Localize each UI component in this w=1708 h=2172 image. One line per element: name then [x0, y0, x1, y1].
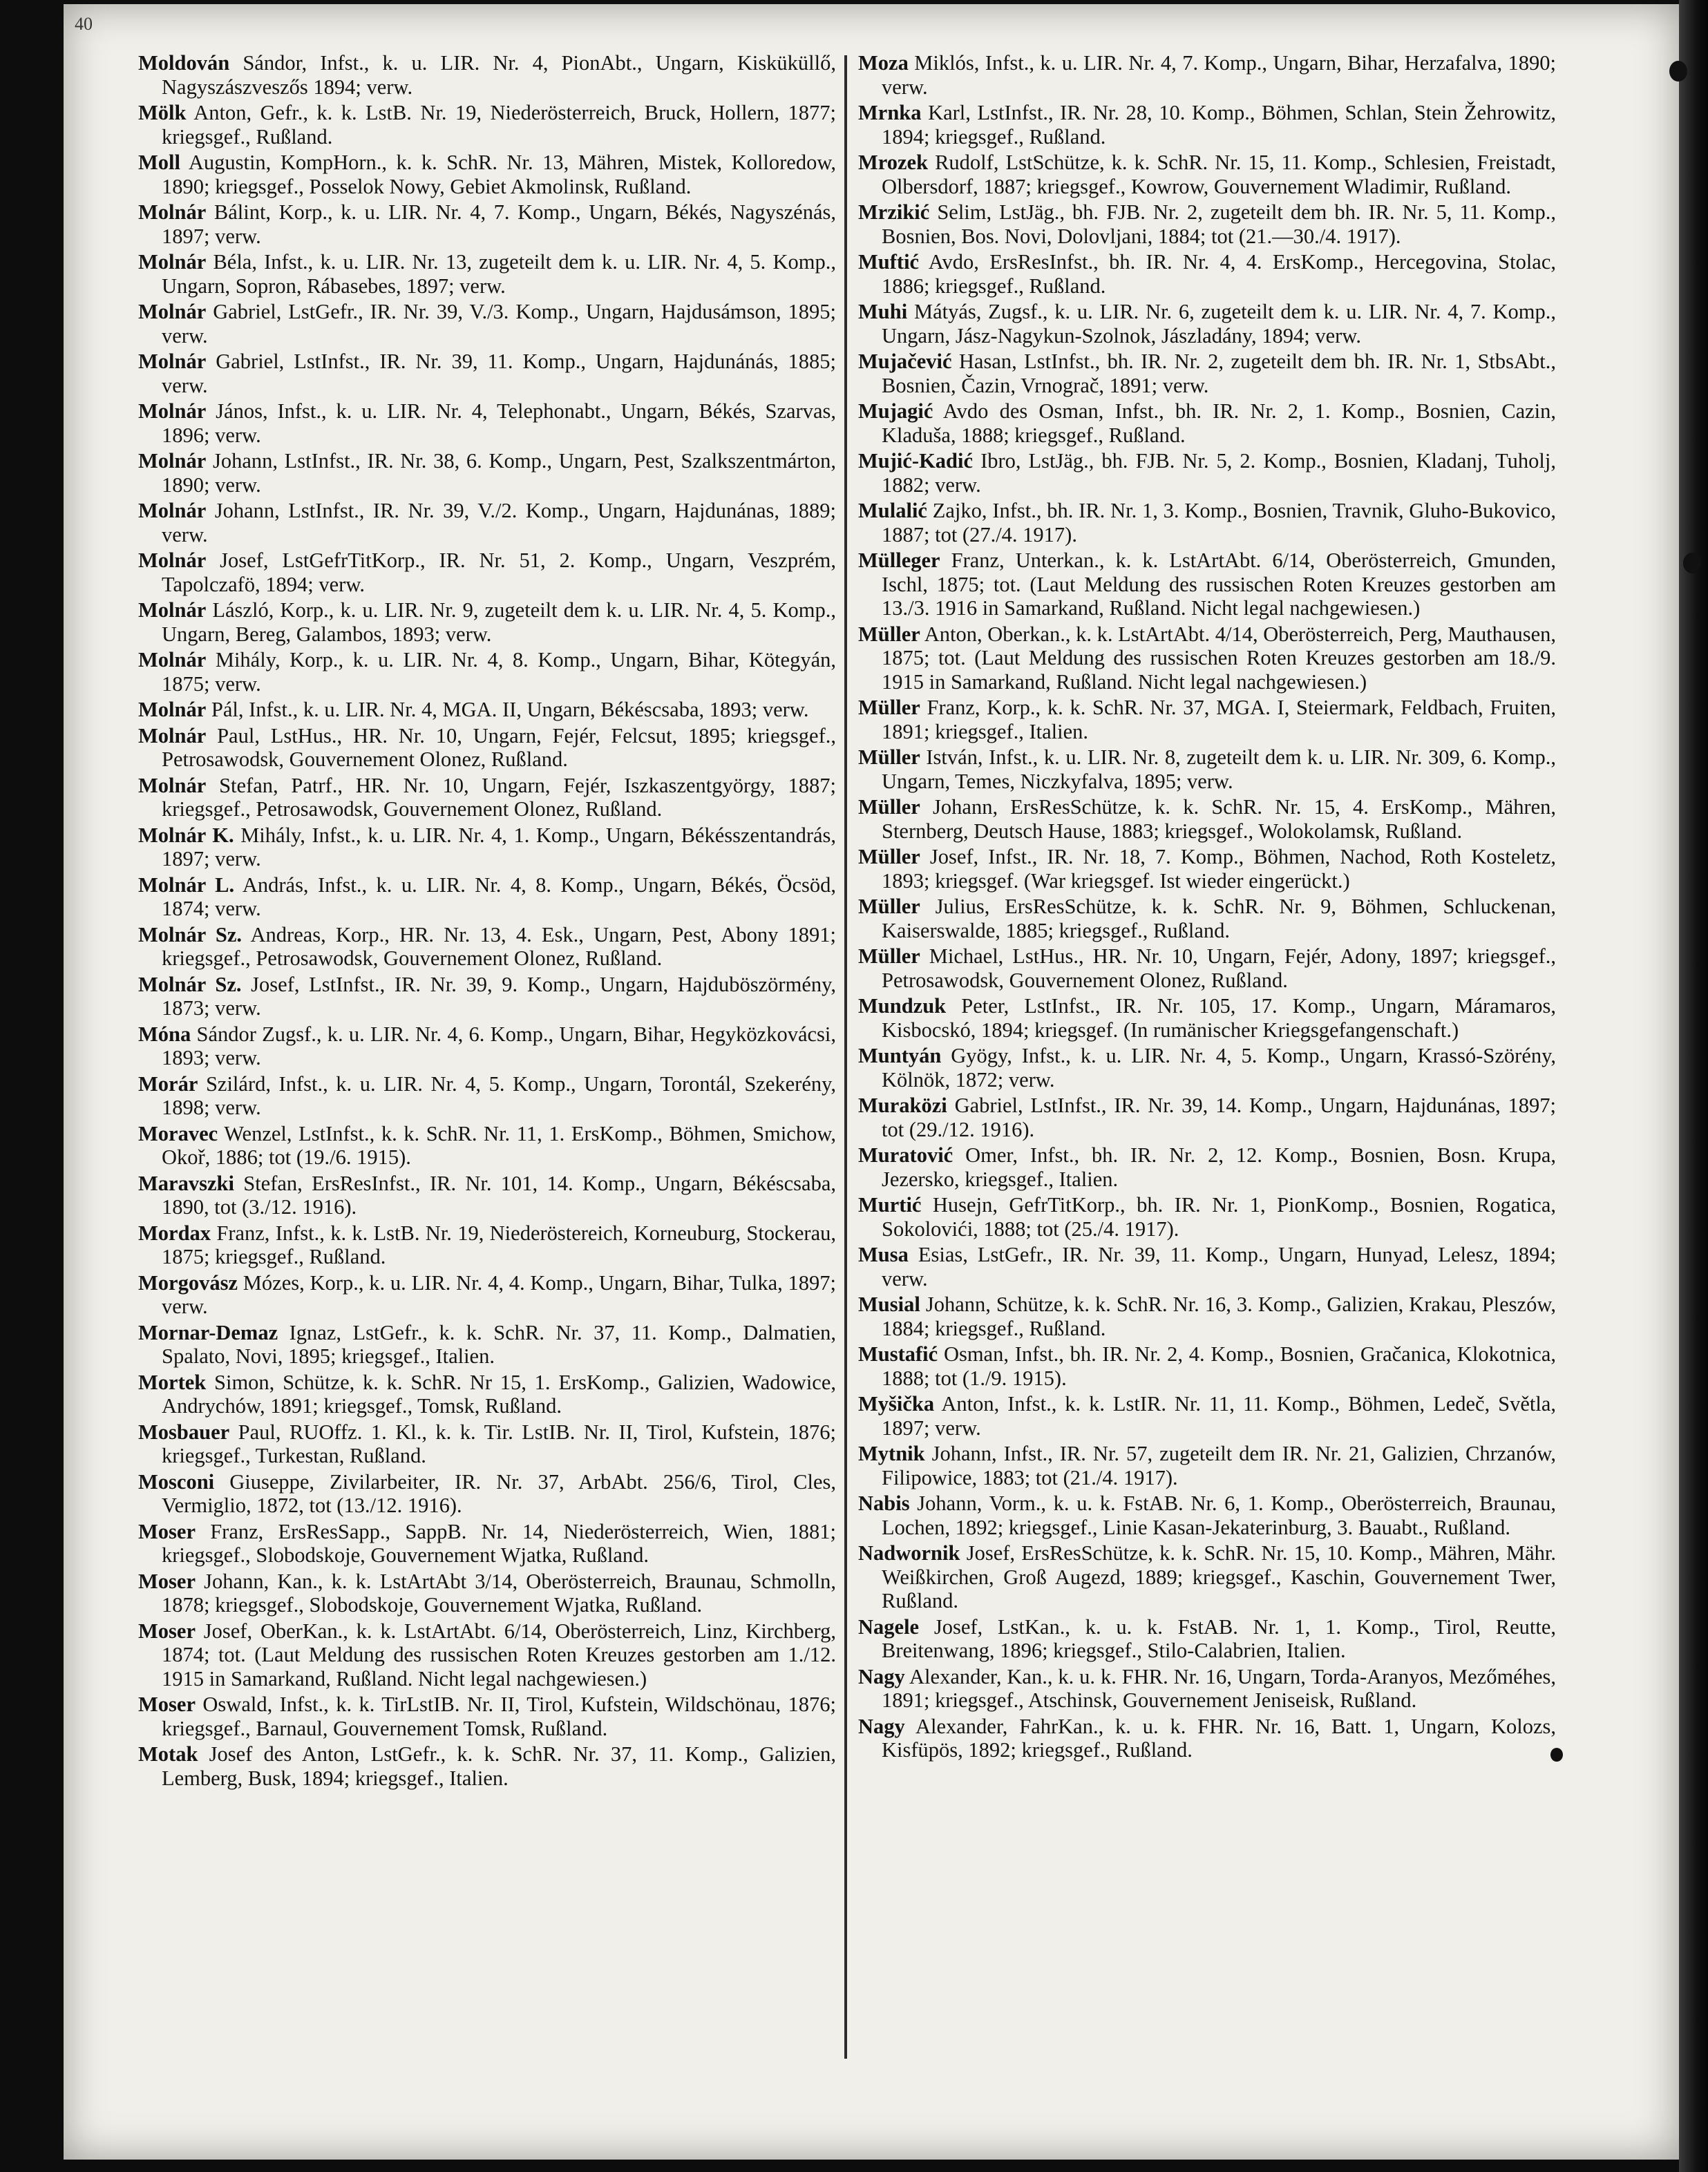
list-item: [858, 1044, 1556, 1092]
entry-details: Osman, Infst., bh. IR. Nr. 2, 4. Komp., Bosnien, Gračanica, Klokotnica, 1888; tot (1./9. 1915).: [882, 1342, 1556, 1390]
entry-surname: Morgovász: [138, 1270, 238, 1295]
list-item: [138, 1271, 836, 1319]
entry-surname: Moldován: [138, 51, 230, 75]
entry-details: Gabriel, LstInfst., IR. Nr. 39, 11. Komp., Ungarn, Hajdunánás, 1885; verw.: [162, 350, 836, 397]
list-item: [858, 1665, 1556, 1713]
entry-details: Hasan, LstInfst., bh. IR. Nr. 2, zugeteilt dem bh. IR. Nr. 1, StbsAbt., Bosnien, Čazin, Vrnograč, 1891; verw.: [882, 350, 1556, 397]
entry-details: Anton, Gefr., k. k. LstB. Nr. 19, Niederösterreich, Bruck, Hollern, 1877; kriegsgef., Rußland.: [162, 101, 836, 149]
entry-details: Stefan, ErsResInfst., IR. Nr. 101, 14. Komp., Ungarn, Békéscsaba, 1890, tot (3./12. 1916).: [162, 1171, 836, 1219]
entry-surname: Müller: [858, 895, 920, 918]
entry-surname: Molnár: [138, 399, 207, 423]
entry-details: Andreas, Korp., HR. Nr. 13, 4. Esk., Ungarn, Pest, Abony 1891; kriegsgef., Petrosawodsk, Gouvernement Olonez, Rußland.: [162, 922, 836, 970]
list-item: [858, 895, 1556, 942]
entry-details: Johann, Vorm., k. u. k. FstAB. Nr. 6, 1. Komp., Oberösterreich, Braunau, Lochen, 1892; kriegsgef., Linie Kasan-Jekaterinburg, 3. Bauabt., Rußland.: [882, 1492, 1556, 1539]
entry-details: Franz, Korp., k. k. SchR. Nr. 37, MGA. I, Steiermark, Feldbach, Fruiten, 1891; kriegsgef., Italien.: [882, 696, 1556, 743]
entry-details: Paul, LstHus., HR. Nr. 10, Ungarn, Fejér, Felcsut, 1895; kriegsgef., Petrosawodsk, Gouvernement Olonez, Rußland.: [162, 723, 836, 771]
list-item: [858, 1392, 1556, 1440]
entry-details: Anton, Infst., k. k. LstIR. Nr. 11, 11. Komp., Böhmen, Ledeč, Světla, 1897; verw.: [882, 1392, 1556, 1440]
list-item: [858, 449, 1556, 497]
binding-hole: [1683, 553, 1701, 573]
list-item: [138, 698, 836, 722]
list-item: [858, 300, 1556, 347]
entry-surname: Móna: [138, 1022, 191, 1046]
list-item: [138, 1619, 836, 1691]
entry-surname: Muhi: [858, 300, 908, 323]
list-item: [858, 1715, 1556, 1762]
entry-surname: Myšička: [858, 1392, 935, 1416]
entry-details: Gabriel, LstInfst., IR. Nr. 39, 14. Komp., Ungarn, Hajdunánas, 1897; tot (29./12. 1916).: [882, 1094, 1556, 1141]
list-item: [858, 845, 1556, 893]
list-item: [858, 745, 1556, 793]
column-divider: [844, 55, 847, 2059]
entry-surname: Molnár: [138, 598, 207, 622]
entry-surname: Nadwornik: [858, 1541, 960, 1565]
list-item: [858, 1541, 1556, 1613]
list-item: [138, 200, 836, 248]
entry-surname: Molnár: [138, 449, 207, 473]
entry-details: András, Infst., k. u. LIR. Nr. 4, 8. Komp., Ungarn, Békés, Öcsöd, 1874; verw.: [162, 873, 836, 920]
entry-surname: Mülleger: [858, 549, 940, 572]
entry-surname: Mrzikić: [858, 200, 930, 224]
entry-details: Josef, LstKan., k. u. k. FstAB. Nr. 1, 1. Komp., Tirol, Reutte, Breitenwang, 1896; kriegsgef., Stilo-Calabrien, Italien.: [882, 1614, 1556, 1662]
entry-surname: Muftić: [858, 250, 920, 274]
list-item: [138, 549, 836, 596]
list-item: [858, 200, 1556, 248]
entry-details: Sándor, Infst., k. u. LIR. Nr. 4, PionAbt., Ungarn, Kisküküllő, Nagyszászveszős 1894; verw.: [162, 51, 836, 99]
list-item: [858, 51, 1556, 99]
entry-details: Johann, ErsResSchütze, k. k. SchR. Nr. 15, 4. ErsKomp., Mähren, Sternberg, Deutsch Hause, 1883; kriegsgef., Wolokolamsk, Rußland.: [882, 795, 1556, 843]
list-item: [138, 300, 836, 347]
entry-details: Gabriel, LstGefr., IR. Nr. 39, V./3. Komp., Ungarn, Hajdusámson, 1895; verw.: [162, 300, 836, 347]
list-item: [858, 151, 1556, 198]
list-item: [858, 1615, 1556, 1663]
entry-surname: Moser: [138, 1519, 196, 1543]
list-item: [858, 350, 1556, 397]
entry-details: Selim, LstJäg., bh. FJB. Nr. 2, zugeteilt dem bh. IR. Nr. 5, 11. Komp., Bosnien, Bos. Novi, Dolovljani, 1884; tot (21.—30./4. 1917).: [882, 200, 1556, 248]
list-item: [858, 1293, 1556, 1340]
left-column: [138, 51, 836, 2096]
entry-details: Alexander, Kan., k. u. k. FHR. Nr. 16, Ungarn, Torda-Aranyos, Mezőméhes, 1891; kriegsgef., Atschinsk, Gouvernement Jeniseisk, Rußland.: [882, 1664, 1556, 1712]
list-item: [138, 648, 836, 696]
list-item: [138, 1221, 836, 1269]
list-item: [138, 250, 836, 298]
entry-details: Johann, Schütze, k. k. SchR. Nr. 16, 3. Komp., Galizien, Krakau, Pleszów, 1884; kriegsgef., Rußland.: [882, 1293, 1556, 1340]
list-item: [138, 1570, 836, 1617]
page-number: 40: [75, 14, 93, 34]
list-item: [138, 151, 836, 198]
entry-surname: Müller: [858, 795, 920, 819]
entry-surname: Mordax: [138, 1221, 211, 1245]
entry-surname: Molnár: [138, 350, 207, 373]
list-item: [858, 1193, 1556, 1241]
list-item: [858, 549, 1556, 620]
entry-surname: Motak: [138, 1742, 198, 1766]
entry-details: Josef, OberKan., k. k. LstArtAbt. 6/14, Oberösterreich, Linz, Kirchberg, 1874; tot. (Laut Meldung des russischen Roten Kreuzes gestorben am 1./12. 1915 in Samarkand, Rußland. Nicht legal nachgewiesen.): [162, 1619, 836, 1690]
entry-surname: Moza: [858, 51, 909, 75]
entry-surname: Molnár: [138, 698, 207, 721]
entry-details: Avdo, ErsResInfst., bh. IR. Nr. 4, 4. ErsKomp., Hercegovina, Stolac, 1886; kriegsgef., Rußland.: [882, 250, 1556, 298]
entry-details: Johann, Kan., k. k. LstArtAbt 3/14, Oberösterreich, Braunau, Schmolln, 1878; kriegsgef., Slobodskoje, Gouvernement Wjatka, Rußland.: [162, 1569, 836, 1617]
entry-surname: Molnár: [138, 200, 207, 224]
entry-surname: Mujačević: [858, 350, 952, 373]
list-item: [138, 973, 836, 1020]
entry-details: Josef, LstGefrTitKorp., IR. Nr. 51, 2. Komp., Ungarn, Veszprém, Tapolczafö, 1894; verw.: [162, 549, 836, 596]
entry-details: Johann, LstInfst., IR. Nr. 38, 6. Komp., Ungarn, Pest, Szalkszentmárton, 1890; verw.: [162, 449, 836, 497]
entry-surname: Mujić-Kadić: [858, 449, 974, 473]
entry-details: Franz, ErsResSapp., SappB. Nr. 14, Niederösterreich, Wien, 1881; kriegsgef., Slobodskoje, Gouvernement Wjatka, Rußland.: [162, 1519, 836, 1567]
scan-edge: [1679, 0, 1708, 2172]
entry-surname: Mundzuk: [858, 994, 947, 1018]
list-item: [858, 622, 1556, 694]
entry-surname: Nagy: [858, 1714, 905, 1738]
list-item: [858, 399, 1556, 447]
entry-details: Omer, Infst., bh. IR. Nr. 2, 12. Komp., Bosnien, Bosn. Krupa, Jezersko, kriegsgef., Italien.: [882, 1143, 1556, 1191]
entry-surname: Müller: [858, 944, 920, 968]
entry-details: Avdo des Osman, Infst., bh. IR. Nr. 2, 1. Komp., Bosnien, Cazin, Kladuša, 1888; kriegsgef., Rußland.: [882, 399, 1556, 447]
entry-details: Mózes, Korp., k. u. LIR. Nr. 4, 4. Komp., Ungarn, Bihar, Tulka, 1897; verw.: [162, 1270, 836, 1318]
list-item: [138, 1321, 836, 1369]
entry-details: Karl, LstInfst., IR. Nr. 28, 10. Komp., Böhmen, Schlan, Stein Žehrowitz, 1894; kriegsgef., Rußland.: [882, 101, 1556, 149]
list-item: [858, 1342, 1556, 1390]
entry-details: Ibro, LstJäg., bh. FJB. Nr. 5, 2. Komp., Bosnien, Kladanj, Tuholj, 1882; verw.: [882, 449, 1556, 497]
entry-surname: Musa: [858, 1243, 909, 1266]
list-item: [858, 795, 1556, 843]
entry-surname: Mulalić: [858, 499, 927, 522]
entry-details: Miklós, Infst., k. u. LIR. Nr. 4, 7. Komp., Ungarn, Bihar, Herzafalva, 1890; verw.: [882, 51, 1556, 99]
entry-details: Wenzel, LstInfst., k. k. SchR. Nr. 11, 1. ErsKomp., Böhmen, Smichow, Okoř, 1886; tot (19./6. 1915).: [162, 1121, 836, 1169]
entry-surname: Molnár: [138, 499, 207, 522]
entry-surname: Muratović: [858, 1143, 953, 1167]
list-item: [138, 449, 836, 497]
list-item: [138, 774, 836, 821]
entry-surname: Molnár Sz.: [138, 972, 242, 996]
entry-details: Peter, LstInfst., IR. Nr. 105, 17. Komp., Ungarn, Máramaros, Kisbocskó, 1894; kriegsgef. (In rumänischer Kriegsgefangenschaft.): [882, 994, 1556, 1042]
entry-details: Josef, Infst., IR. Nr. 18, 7. Komp., Böhmen, Nachod, Roth Kosteletz, 1893; kriegsgef. (War kriegsgef. Ist wieder eingerückt.): [882, 845, 1556, 893]
list-item: [858, 944, 1556, 992]
entry-surname: Mortek: [138, 1370, 207, 1394]
list-item: [138, 1072, 836, 1120]
list-item: [858, 1094, 1556, 1141]
entry-details: Anton, Oberkan., k. k. LstArtAbt. 4/14, Oberösterreich, Perg, Mauthausen, 1875; tot. (Laut Meldung des russischen Roten Kreuzes gestorben am 18./9. 1915 in Samarkand, Rußland. Nicht legal nachgewiesen.): [882, 622, 1556, 694]
entry-surname: Nagele: [858, 1614, 920, 1639]
entry-details: Alexander, FahrKan., k. u. k. FHR. Nr. 16, Batt. 1, Ungarn, Kolozs, Kisfüpös, 1892; kriegsgef., Rußland.: [882, 1714, 1556, 1762]
entry-surname: Mustafić: [858, 1342, 938, 1366]
entry-surname: Molnár Sz.: [138, 922, 243, 946]
entry-surname: Molnár: [138, 648, 207, 671]
entry-surname: Mrozek: [858, 151, 929, 174]
entry-details: Esias, LstGefr., IR. Nr. 39, 11. Komp., Ungarn, Hunyad, Lelesz, 1894; verw.: [882, 1243, 1556, 1290]
entry-surname: Molnár: [138, 300, 207, 323]
entry-surname: Maravszki: [138, 1171, 234, 1195]
entry-details: Paul, RUOffz. 1. Kl., k. k. Tir. LstIB. Nr. II, Tirol, Kufstein, 1876; kriegsgef., Turkestan, Rußland.: [162, 1420, 836, 1467]
entry-details: Augustin, KompHorn., k. k. SchR. Nr. 13, Mähren, Mistek, Kolloredow, 1890; kriegsgef., Posselok Nowy, Gebiet Akmolinsk, Rußland.: [162, 151, 836, 198]
entry-details: Gyögy, Infst., k. u. LIR. Nr. 4, 5. Komp., Ungarn, Krassó-Szörény, Kölnök, 1872; verw.: [882, 1044, 1556, 1092]
entry-surname: Molnár: [138, 723, 207, 747]
list-item: [138, 724, 836, 772]
entry-surname: Morár: [138, 1071, 198, 1096]
entry-surname: Müller: [858, 696, 920, 719]
entry-surname: Muntyán: [858, 1044, 942, 1067]
entry-surname: Mujagić: [858, 399, 933, 423]
list-item: [858, 101, 1556, 149]
list-item: [138, 1420, 836, 1468]
list-item: [138, 1172, 836, 1219]
list-item: [858, 1442, 1556, 1489]
entry-details: István, Infst., k. u. LIR. Nr. 8, zugeteilt dem k. u. LIR. Nr. 309, 6. Komp., Ungarn, Temes, Niczkyfalva, 1895; verw.: [882, 745, 1556, 793]
right-column: [858, 51, 1556, 2096]
entry-details: Oswald, Infst., k. k. TirLstIB. Nr. II, Tirol, Kufstein, Wildschönau, 1876; kriegsgef., Barnaul, Gouvernement Tomsk, Rußland.: [162, 1693, 836, 1740]
entry-details: Johann, Infst., IR. Nr. 57, zugeteilt dem IR. Nr. 21, Galizien, Chrzanów, Filipowice, 1883; tot (21./4. 1917).: [882, 1442, 1556, 1489]
entry-surname: Molnár: [138, 250, 207, 274]
entry-surname: Moravec: [138, 1121, 218, 1145]
entry-details: Franz, Infst., k. k. LstB. Nr. 19, Niederöstereich, Korneuburg, Stockerau, 1875; kriegsgef., Rußland.: [162, 1221, 836, 1268]
list-item: [858, 1143, 1556, 1191]
entry-surname: Molnár: [138, 773, 207, 797]
entry-surname: Murtić: [858, 1193, 922, 1217]
list-item: [858, 696, 1556, 743]
entry-details: Simon, Schütze, k. k. SchR. Nr 15, 1. ErsKomp., Galizien, Wadowice, Andrychów, 1891; kriegsgef., Tomsk, Rußland.: [162, 1370, 836, 1418]
entry-details: Ignaz, LstGefr., k. k. SchR. Nr. 37, 11. Komp., Dalmatien, Spalato, Novi, 1895; kriegsgef., Italien.: [162, 1320, 836, 1368]
entry-details: László, Korp., k. u. LIR. Nr. 9, zugeteilt dem k. u. LIR. Nr. 4, 5. Komp., Ungarn, Bereg, Galambos, 1893; verw.: [162, 598, 836, 646]
entry-details: Julius, ErsResSchütze, k. k. SchR. Nr. 9, Böhmen, Schluckenan, Kaiserswalde, 1885; kriegsgef., Rußland.: [882, 895, 1556, 942]
list-item: [138, 1122, 836, 1170]
entry-surname: Moll: [138, 151, 180, 174]
entry-details: Mihály, Infst., k. u. LIR. Nr. 4, 1. Komp., Ungarn, Békésszentandrás, 1897; verw.: [162, 823, 836, 870]
list-item: [138, 598, 836, 646]
entry-details: Josef, LstInfst., IR. Nr. 39, 9. Komp., Ungarn, Hajduböszörmény, 1873; verw.: [162, 972, 836, 1020]
entry-surname: Müller: [858, 845, 920, 868]
entry-surname: Moser: [138, 1619, 196, 1643]
entry-details: Sándor Zugsf., k. u. LIR. Nr. 4, 6. Komp., Ungarn, Bihar, Hegyközkovácsi, 1893; verw.: [162, 1022, 836, 1069]
entry-surname: Mrnka: [858, 101, 922, 124]
entry-surname: Mosconi: [138, 1469, 215, 1494]
entry-details: János, Infst., k. u. LIR. Nr. 4, Telephonabt., Ungarn, Békés, Szarvas, 1896; verw.: [162, 399, 836, 447]
entry-surname: Moser: [138, 1569, 196, 1593]
list-item: [138, 1742, 836, 1790]
list-item: [858, 499, 1556, 546]
entry-surname: Nagy: [858, 1664, 905, 1688]
list-item: [138, 823, 836, 871]
list-item: [138, 350, 836, 397]
entry-details: Josef des Anton, LstGefr., k. k. SchR. Nr. 37, 11. Komp., Galizien, Lemberg, Busk, 1894; kriegsgef., Italien.: [162, 1742, 836, 1790]
list-item: [858, 250, 1556, 298]
entry-details: Zajko, Infst., bh. IR. Nr. 1, 3. Komp., Bosnien, Travnik, Gluho-Bukovico, 1887; tot (27./4. 1917).: [882, 499, 1556, 546]
list-item: [858, 1243, 1556, 1290]
list-item: [858, 1492, 1556, 1539]
list-item: [138, 873, 836, 921]
entry-surname: Molnár L.: [138, 873, 235, 897]
binding-hole: [1669, 61, 1687, 82]
entry-details: Josef, ErsResSchütze, k. k. SchR. Nr. 15, 10. Komp., Mähren, Mähr. Weißkirchen, Groß Augezd, 1889; kriegsgef., Kaschin, Gouvernement Twer, Rußland.: [882, 1541, 1556, 1612]
list-item: [138, 101, 836, 149]
entry-details: Stefan, Patrf., HR. Nr. 10, Ungarn, Fejér, Iszkaszentgyörgy, 1887; kriegsgef., Petrosawodsk, Gouvernement Olonez, Rußland.: [162, 773, 836, 821]
list-item: [138, 1693, 836, 1740]
entry-surname: Molnár K.: [138, 823, 234, 847]
entry-surname: Musial: [858, 1293, 920, 1316]
list-item: [858, 994, 1556, 1042]
list-item: [138, 1022, 836, 1070]
entry-surname: Mornar-Demaz: [138, 1320, 278, 1344]
list-item: [138, 399, 836, 447]
entry-details: Bálint, Korp., k. u. LIR. Nr. 4, 7. Komp., Ungarn, Békés, Nagyszénás, 1897; verw.: [162, 200, 836, 248]
entry-details: Rudolf, LstSchütze, k. k. SchR. Nr. 15, 11. Komp., Schlesien, Freistadt, Olbersdorf, 1887; kriegsgef., Kowrow, Gouvernement Wladimir, Rußland.: [882, 151, 1556, 198]
entry-surname: Müller: [858, 745, 920, 769]
entry-surname: Mytnik: [858, 1442, 925, 1465]
entry-surname: Mölk: [138, 101, 187, 124]
entry-details: Béla, Infst., k. u. LIR. Nr. 13, zugeteilt dem k. u. LIR. Nr. 4, 5. Komp., Ungarn, Sopron, Rábasebes, 1897; verw.: [162, 250, 836, 298]
entry-surname: Molnár: [138, 549, 207, 572]
entry-surname: Nabis: [858, 1492, 910, 1515]
list-item: [138, 923, 836, 971]
list-item: [138, 1520, 836, 1568]
entry-details: Giuseppe, Zivilarbeiter, IR. Nr. 37, ArbAbt. 256/6, Tirol, Cles, Vermiglio, 1872, tot (13./12. 1916).: [162, 1469, 836, 1517]
entry-surname: Muraközi: [858, 1094, 947, 1117]
list-item: [138, 1470, 836, 1518]
entry-details: Szilárd, Infst., k. u. LIR. Nr. 4, 5. Komp., Ungarn, Torontál, Szekerény, 1898; verw.: [162, 1071, 836, 1119]
list-item: [138, 51, 836, 99]
entry-surname: Mosbauer: [138, 1420, 230, 1444]
entry-details: Pál, Infst., k. u. LIR. Nr. 4, MGA. II, Ungarn, Békéscsaba, 1893; verw.: [211, 698, 809, 721]
entry-surname: Moser: [138, 1693, 196, 1716]
list-item: [138, 1371, 836, 1418]
entry-details: Husejn, GefrTitKorp., bh. IR. Nr. 1, PionKomp., Bosnien, Rogatica, Sokolovići, 1888; tot (25./4. 1917).: [882, 1193, 1556, 1241]
entry-details: Johann, LstInfst., IR. Nr. 39, V./2. Komp., Ungarn, Hajdunánas, 1889; verw.: [162, 499, 836, 546]
entry-surname: Müller: [858, 622, 920, 646]
list-item: [138, 499, 836, 546]
entry-details: Michael, LstHus., HR. Nr. 10, Ungarn, Fejér, Adony, 1897; kriegsgef., Petrosawodsk, Gouvernement Olonez, Rußland.: [882, 944, 1556, 992]
entry-details: Mihály, Korp., k. u. LIR. Nr. 4, 8. Komp., Ungarn, Bihar, Kötegyán, 1875; verw.: [162, 648, 836, 696]
entry-details: Franz, Unterkan., k. k. LstArtAbt. 6/14, Oberösterreich, Gmunden, Ischl, 1875; tot. (Laut Meldung des russischen Roten Kreuzes gestorben am 13./3. 1916 in Samarkand, Rußland. Nicht legal nachgewiesen.): [882, 549, 1556, 620]
entry-details: Mátyás, Zugsf., k. u. LIR. Nr. 6, zugeteilt dem k. u. LIR. Nr. 4, 7. Komp., Ungarn, Jász-Nagykun-Szolnok, Jászladány, 1894; verw.: [882, 300, 1556, 347]
